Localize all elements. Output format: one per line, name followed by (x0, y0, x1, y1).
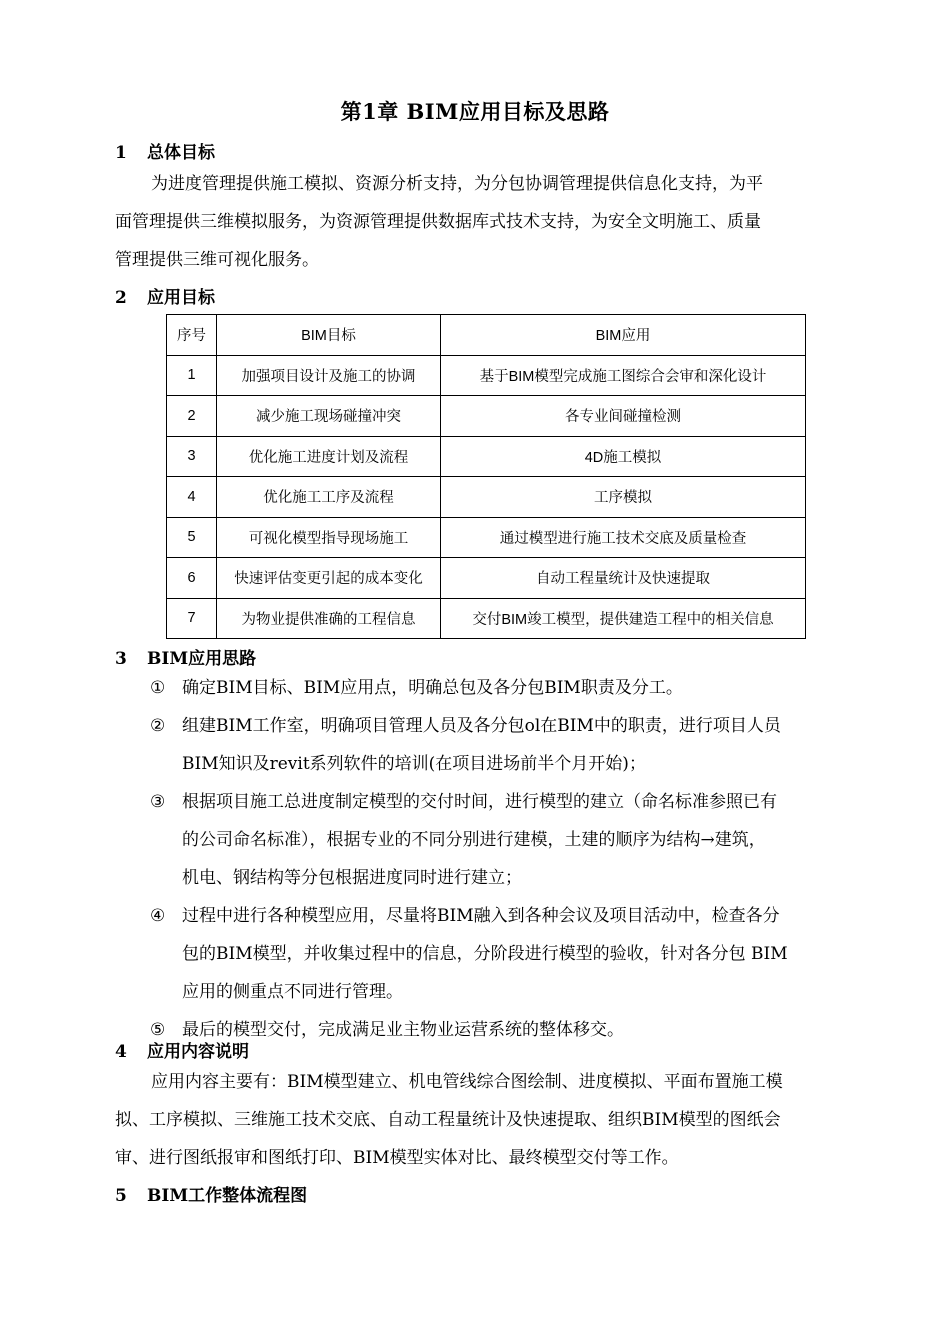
table-row (167, 436, 806, 477)
list-item (150, 897, 860, 1011)
list-marker: ⑤ (150, 1020, 166, 1040)
cell-goal: 加强项目设计及施工的协调 (217, 355, 441, 396)
list-item-line: 过程中进行各种模型应用，尽量将BIM融入到各种会议及项目活动中，检查各分 (182, 906, 780, 926)
list-item-line: BIM知识及revit系列软件的培训(在项目进场前半个月开始)； (182, 754, 646, 774)
paragraph-line: 拟、工序模拟、三维施工技术交底、自动工程量统计及快速提取、组织BIM模型的图纸会 (115, 1110, 781, 1130)
cell-goal: 为物业提供准确的工程信息 (217, 598, 441, 639)
section-number: 1 (115, 143, 127, 163)
list-item-line: 最后的模型交付，完成满足业主物业运营系统的整体移交。 (182, 1020, 624, 1040)
cell-index: 4 (167, 477, 217, 518)
paragraph-line: 应用内容主要有：BIM模型建立、机电管线综合图绘制、进度模拟、平面布置施工模 (151, 1072, 783, 1092)
paragraph-line: 为进度管理提供施工模拟、资源分析支持，为分包协调管理提供信息化支持，为平 (151, 174, 763, 194)
list-marker: ④ (150, 906, 166, 926)
paragraph-line: 管理提供三维可视化服务。 (115, 250, 319, 270)
cell-goal: 优化施工工序及流程 (217, 477, 441, 518)
cell-index: 6 (167, 558, 217, 599)
paragraph-line: 审、进行图纸报审和图纸打印、BIM模型实体对比、最终模型交付等工作。 (115, 1148, 679, 1168)
cell-index: 7 (167, 598, 217, 639)
section-heading-bim-approach (115, 644, 256, 669)
cell-application: 通过模型进行施工技术交底及质量检查 (441, 517, 806, 558)
table-row (167, 396, 806, 437)
list-marker: ① (150, 678, 166, 698)
list-item-line: 应用的侧重点不同进行管理。 (182, 982, 403, 1002)
table-row (167, 558, 806, 599)
section-number: 2 (115, 288, 127, 308)
content-description-paragraph (115, 1063, 860, 1177)
cell-application: 工序模拟 (441, 477, 806, 518)
chapter-title: 第1章 BIM应用目标及思路 (340, 99, 610, 124)
section-number: 3 (115, 649, 127, 669)
list-item-line: 的公司命名标准），根据专业的不同分别进行建模，土建的顺序为结构→建筑， (182, 830, 766, 850)
table-row (167, 477, 806, 518)
cell-index: 1 (167, 355, 217, 396)
section-number: 5 (115, 1186, 127, 1206)
cell-index: 2 (167, 396, 217, 437)
section-title: 总体目标 (147, 143, 215, 163)
cell-goal: 优化施工进度计划及流程 (217, 436, 441, 477)
cell-goal: 快速评估变更引起的成本变化 (217, 558, 441, 599)
list-item (150, 707, 860, 783)
cell-application: 自动工程量统计及快速提取 (441, 558, 806, 599)
list-item-line: 确定BIM目标、BIM应用点，明确总包及各分包BIM职责及分工。 (182, 678, 683, 698)
section-title: 应用内容说明 (147, 1042, 249, 1062)
cell-index: 3 (167, 436, 217, 477)
section-heading-application-goal (115, 283, 215, 308)
list-item-line: 组建BIM工作室，明确项目管理人员及各分包ol在BIM中的职责，进行项目人员 (182, 716, 781, 736)
cell-application: 各专业间碰撞检测 (441, 396, 806, 437)
list-item-line: 包的BIM模型，并收集过程中的信息，分阶段进行模型的验收，针对各分包 BIM (182, 944, 788, 964)
header-index: 序号 (167, 315, 217, 356)
cell-application: 交付BIM竣工模型，提供建造工程中的相关信息 (441, 598, 806, 639)
table-row (167, 598, 806, 639)
bim-approach-list (150, 669, 860, 1049)
list-item-line: 根据项目施工总进度制定模型的交付时间，进行模型的建立（命名标准参照已有 (182, 792, 777, 812)
list-item (150, 783, 860, 897)
section-heading-workflow (115, 1181, 307, 1206)
section-heading-content-description (115, 1037, 249, 1062)
list-marker: ② (150, 716, 166, 736)
section-number: 4 (115, 1042, 127, 1062)
list-item (150, 669, 860, 707)
cell-goal: 可视化模型指导现场施工 (217, 517, 441, 558)
overall-goal-paragraph (115, 165, 860, 279)
bim-goals-table (166, 314, 806, 639)
section-title: BIM工作整体流程图 (147, 1186, 308, 1206)
cell-goal: 减少施工现场碰撞冲突 (217, 396, 441, 437)
cell-application: 基于BIM模型完成施工图综合会审和深化设计 (441, 355, 806, 396)
section-title: 应用目标 (147, 288, 215, 308)
header-bim-goal: BIM目标 (217, 315, 441, 356)
list-item-line: 机电、钢结构等分包根据进度同时进行建立； (182, 868, 522, 888)
cell-index: 5 (167, 517, 217, 558)
section-title: BIM应用思路 (147, 649, 257, 669)
table-header-row (167, 315, 806, 356)
paragraph-line: 面管理提供三维模拟服务，为资源管理提供数据库式技术支持，为安全文明施工、质量 (115, 212, 761, 232)
table-row (167, 517, 806, 558)
section-heading-overall-goal (115, 138, 215, 163)
list-item (150, 1011, 860, 1049)
table-row (167, 355, 806, 396)
cell-application: 4D施工模拟 (441, 436, 806, 477)
list-marker: ③ (150, 792, 166, 812)
header-bim-application: BIM应用 (441, 315, 806, 356)
